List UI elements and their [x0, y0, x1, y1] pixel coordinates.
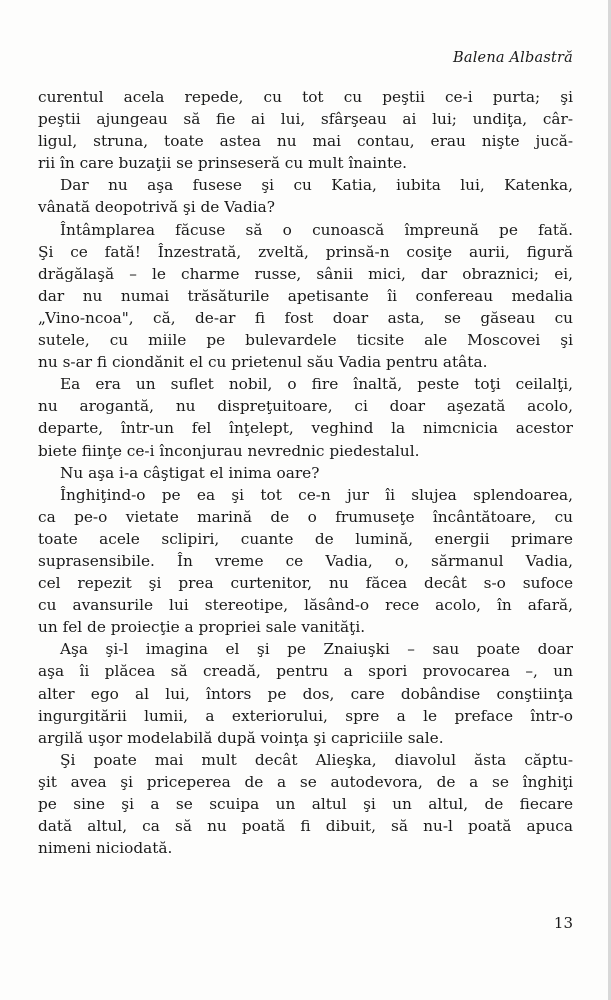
text-line: curentul acela repede, cu tot cu peştii ce-i purta; şi — [38, 88, 573, 106]
text-line: Şi ce fată! Înzestrată, zveltă, prinsă-n cosiţe aurii, figură — [38, 242, 573, 261]
text-line: argilă uşor modelabilă după voinţa şi capriciile sale. — [38, 728, 444, 747]
text-line: toate acele sclipiri, cuante de lumină, energii primare — [38, 529, 573, 548]
text-line: un fel de proiecţie a propriei sale vanităţi. — [38, 618, 366, 637]
text-line: aşa îi plăcea să creadă, pentru a spori provocarea –, un — [38, 662, 573, 681]
text-line: Şi poate mai mult decât Alieşka, diavolul ăsta căptu- — [60, 750, 573, 769]
text-line: Nu aşa i-a câştigat el inima oare? — [60, 463, 320, 482]
text-line: rii în care buzaţii se prinseseră cu mult înainte. — [38, 154, 408, 173]
text-line: drăgălaşă – le charme russe, sânii mici, dar obraznici; ei, — [38, 264, 573, 283]
running-header: Balena Albastră — [453, 50, 573, 66]
text-line: sutele, cu miile pe bulevardele ticsite ale Moscovei şi — [38, 331, 573, 350]
text-line: Dar nu aşa fusese şi cu Katia, iubita lui, Katenka, — [60, 176, 573, 195]
text-line: nu arogantă, nu dispreţuitoare, ci doar aşezată acolo, — [38, 397, 573, 416]
text-line: ca pe-o vietate marină de o frumuseţe încântătoare, cu — [38, 507, 573, 526]
text-line: şit avea şi priceperea de a se autodevora, de a se înghiţi — [38, 772, 573, 791]
text-line: dar nu numai trăsăturile apetisante îi confereau medalia — [38, 286, 573, 305]
text-line: „Vino-ncoa", că, de-ar fi fost doar asta, se găseau cu — [38, 308, 573, 327]
text-line: alter ego al lui, întors pe dos, care dobândise conştiinţa — [38, 684, 573, 703]
text-line: ingurgitării lumii, a exteriorului, spre a le preface într-o — [38, 706, 573, 725]
text-line: Ea era un suflet nobil, o fire înaltă, peste toţi ceilalţi, — [60, 375, 573, 394]
page-number: 13 — [553, 914, 573, 932]
text-line: Întâmplarea făcuse să o cunoască împreună pe fată. — [60, 220, 573, 239]
text-line: nu s-ar fi ciondănit el cu prietenul său Vadia pentru atâta. — [38, 353, 488, 372]
text-line: cel repezit şi prea curtenitor, nu făcea decât s-o sufoce — [38, 574, 573, 593]
text-line: peştii ajungeau să fie ai lui, sfârşeau ai lui; undiţa, câr- — [38, 110, 573, 129]
text-line: dată altul, ca să nu poată fi dibuit, să nu-l poată apuca — [38, 817, 573, 836]
text-line: biete fiinţe ce-i înconjurau nevrednic piedestalul. — [38, 441, 420, 460]
text-line: cu avansurile lui stereotipe, lăsând-o rece acolo, în afară, — [38, 596, 573, 615]
text-line: suprasensibile. În vreme ce Vadia, o, sărmanul Vadia, — [38, 551, 573, 570]
text-line: pe sine şi a se scuipa un altul şi un altul, de fiecare — [38, 795, 573, 813]
text-line: departe, într-un fel înţelept, veghind la nimcnicia acestor — [38, 419, 573, 438]
text-line: Aşa şi-l imagina el şi pe Znaiuşki – sau poate doar — [60, 640, 573, 659]
text-line: nimeni niciodată. — [38, 839, 173, 858]
body-text — [38, 86, 573, 859]
text-line: vânată deopotrivă şi de Vadia? — [38, 198, 275, 217]
text-line: Înghiţind-o pe ea şi tot ce-n jur îi slujea splendoarea, — [60, 485, 573, 504]
text-line: ligul, struna, toate astea nu mai contau, erau nişte jucă- — [38, 132, 573, 151]
